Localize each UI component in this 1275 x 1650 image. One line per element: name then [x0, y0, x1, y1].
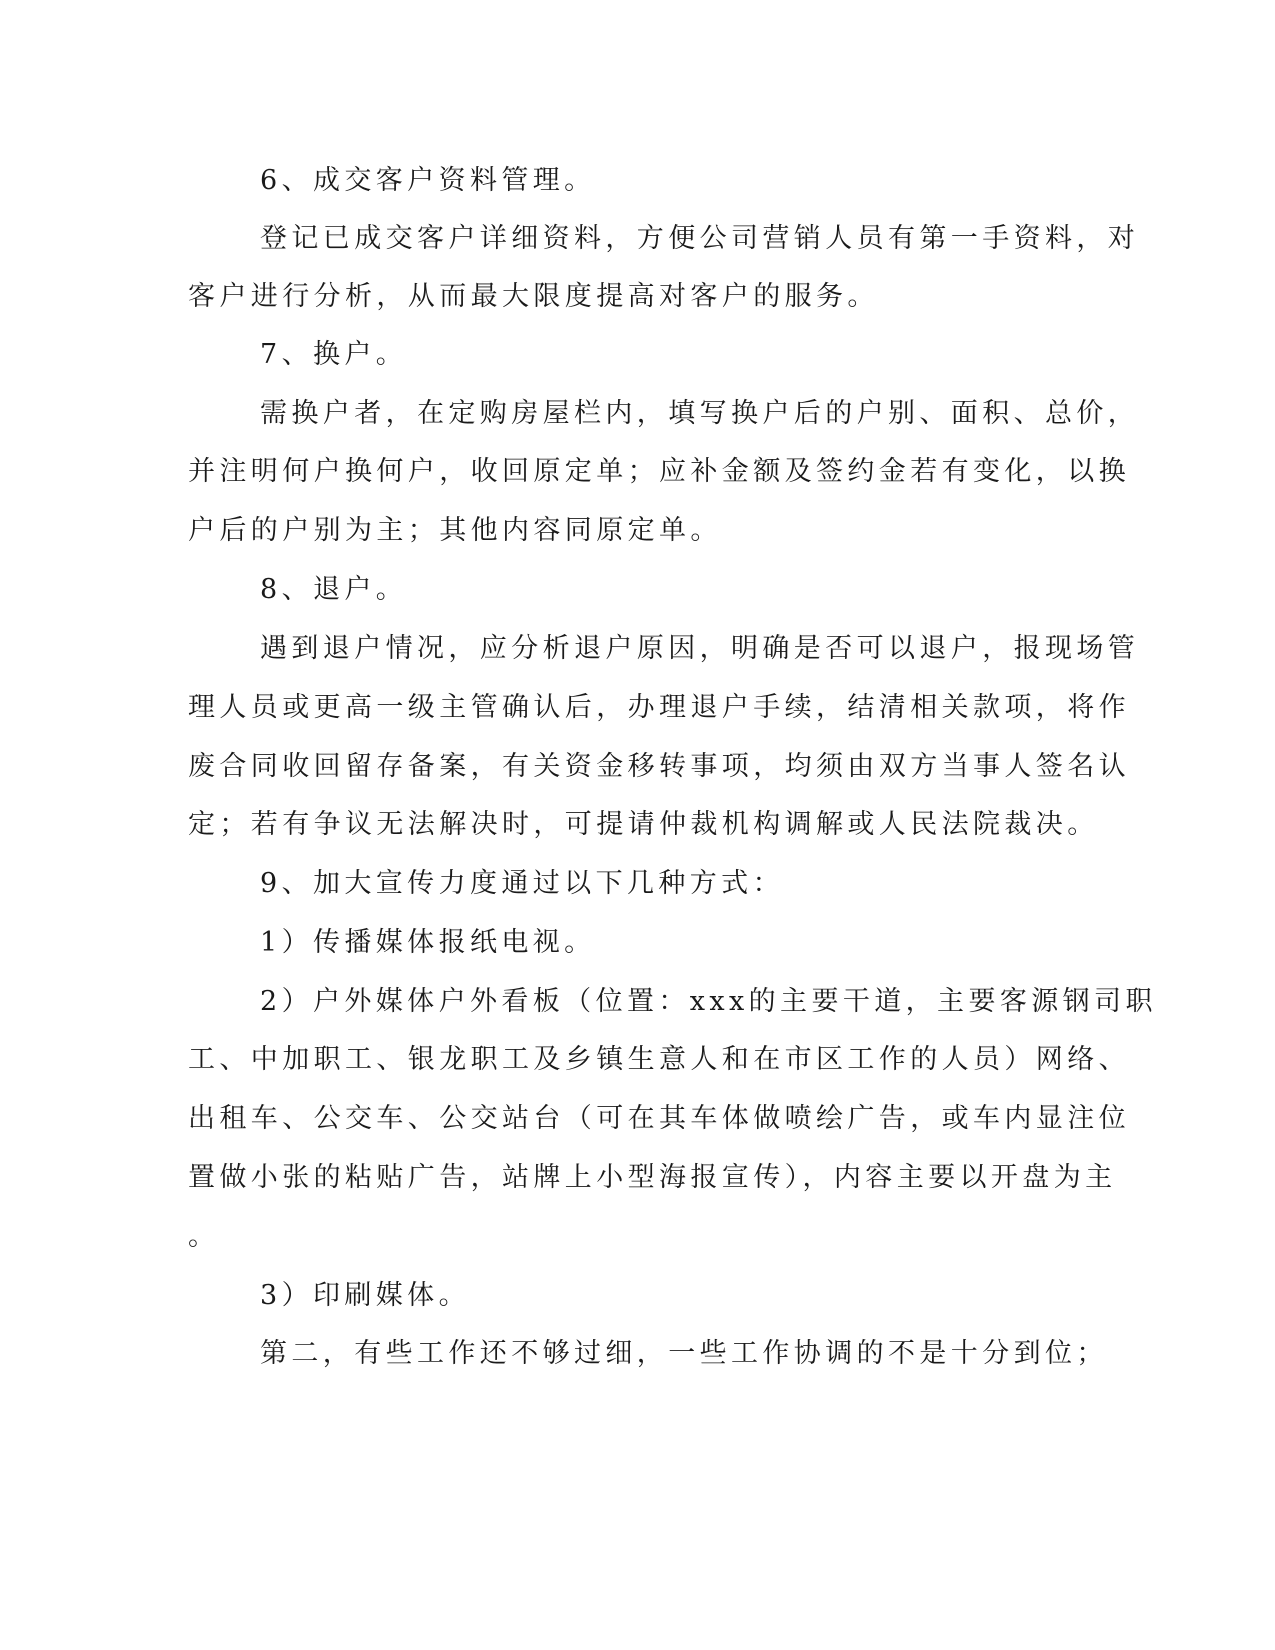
- paragraph-line: 置做小张的粘贴广告，站牌上小型海报宣传），内容主要以开盘为主: [188, 1162, 1117, 1193]
- paragraph-line: 定；若有争议无法解决时，可提请仲裁机构调解或人民法院裁决。: [188, 809, 1099, 840]
- heading-customer-records: 6、成交客户资料管理。: [260, 165, 596, 196]
- paragraph-line: 并注明何户换何户，收回原定单；应补金额及签约金若有变化，以换: [188, 456, 1130, 487]
- paragraph-line: 需换户者，在定购房屋栏内，填写换户后的户别、面积、总价，: [260, 398, 1140, 429]
- paragraph-line: 工、中加职工、银龙职工及乡镇生意人和在市区工作的人员）网络、: [188, 1044, 1130, 1075]
- paragraph-line: 。: [188, 1221, 220, 1252]
- list-item: 1）传播媒体报纸电视。: [260, 927, 596, 958]
- paragraph-line: 第二，有些工作还不够过细，一些工作协调的不是十分到位；: [260, 1338, 1108, 1369]
- paragraph-line: 废合同收回留存备案，有关资金移转事项，均须由双方当事人签名认: [188, 751, 1130, 782]
- paragraph-line: 遇到退户情况，应分析退户原因，明确是否可以退户，报现场管: [260, 633, 1140, 664]
- list-item: 2）户外媒体户外看板（位置：xxx的主要干道，主要客源钢司职: [260, 986, 1157, 1017]
- heading-change-unit: 7、换户。: [260, 339, 408, 370]
- heading-publicity: 9、加大宣传力度通过以下几种方式：: [260, 868, 784, 899]
- heading-refund: 8、退户。: [260, 574, 408, 605]
- paragraph-line: 客户进行分析，从而最大限度提高对客户的服务。: [188, 281, 879, 312]
- paragraph-line: 理人员或更高一级主管确认后，办理退户手续，结清相关款项，将作: [188, 692, 1130, 723]
- list-item: 3）印刷媒体。: [260, 1280, 470, 1311]
- paragraph-line: 户后的户别为主；其他内容同原定单。: [188, 515, 722, 546]
- paragraph-line: 登记已成交客户详细资料，方便公司营销人员有第一手资料，对: [260, 223, 1140, 254]
- paragraph-line: 出租车、公交车、公交站台（可在其车体做喷绘广告，或车内显注位: [188, 1103, 1130, 1134]
